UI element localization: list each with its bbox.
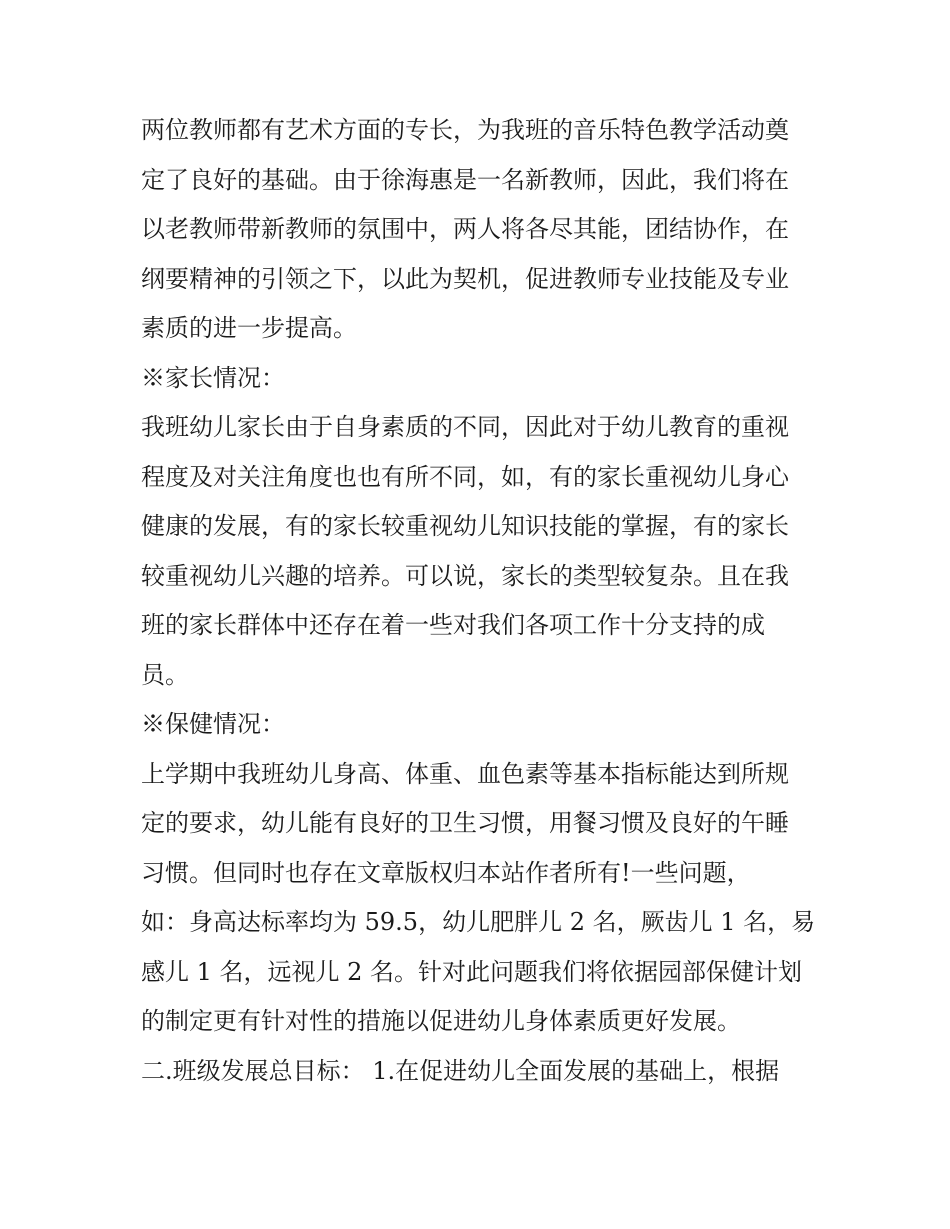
text-line: 定了良好的基础。由于徐海惠是一名新教师，因此，我们将在 <box>141 165 789 194</box>
text-line: 纲要精神的引领之下，以此为契机，促进教师专业技能及专业 <box>141 264 789 293</box>
text-line: 定的要求，幼儿能有良好的卫生习惯，用餐习惯及良好的午睡 <box>141 809 789 837</box>
section-heading-parents: ※家长情况： <box>141 363 285 392</box>
text-line: 如：身高达标率均为 59.5，幼儿肥胖儿 2 名，厥齿儿 1 名，易 <box>141 908 816 936</box>
text-line: 员。 <box>141 660 189 689</box>
section-heading-health: ※保健情况： <box>141 710 285 738</box>
section-heading-class-goals: 二.班级发展总目标： 1.在促进幼儿全面发展的基础上，根据 <box>141 1056 780 1085</box>
text-line: 两位教师都有艺术方面的专长，为我班的音乐特色教学活动奠 <box>141 116 789 144</box>
text-line: 我班幼儿家长由于自身素质的不同，因此对于幼儿教育的重视 <box>141 413 789 441</box>
text-line: 感儿 1 名，远视儿 2 名。针对此问题我们将依据园部保健计划 <box>141 957 803 986</box>
text-line: 的制定更有针对性的措施以促进幼儿身体素质更好发展。 <box>141 1007 741 1035</box>
text-line: 健康的发展，有的家长较重视幼儿知识技能的掌握，有的家长 <box>141 512 789 540</box>
text-line: 以老教师带新教师的氛围中，两人将各尽其能，团结协作，在 <box>141 215 789 243</box>
text-line: 习惯。但同时也存在文章版权归本站作者所有!一些问题， <box>141 858 751 887</box>
text-line: 素质的进一步提高。 <box>141 314 357 342</box>
text-line: 上学期中我班幼儿身高、体重、血色素等基本指标能达到所规 <box>141 759 789 788</box>
text-line: 程度及对关注角度也也有所不同，如，有的家长重视幼儿身心 <box>141 462 789 491</box>
text-line: 班的家长群体中还存在着一些对我们各项工作十分支持的成 <box>141 611 765 639</box>
document-body <box>141 106 831 1096</box>
text-line: 较重视幼儿兴趣的培养。可以说，家长的类型较复杂。且在我 <box>141 561 789 590</box>
